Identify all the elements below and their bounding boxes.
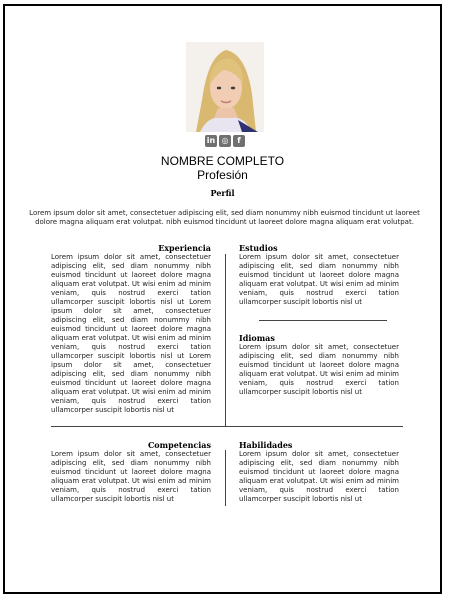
competencias-text: Lorem ipsum dolor sit amet, consectetuer adipiscing elit, sed diam nonummy nibh euismod tincidunt ut laoreet dolore magna aliquam erat volutpat. Ut wisi enim ad minim veniam, quis nostrud exerci tation ullamcorper suscipit lobortis nisl ut <box>51 450 211 503</box>
column-divider-bottom <box>225 450 226 506</box>
perfil-heading: Perfil <box>210 188 235 198</box>
estudios-text: Lorem ipsum dolor sit amet, consectetuer adipiscing elit, sed diam nonummy nibh euismod tincidunt ut laoreet dolore magna aliquam erat volutpat. Ut wisi enim ad minim veniam, quis nostrud exerci tation ullamcorper suscipit lobortis nisl ut <box>239 253 399 306</box>
section-divider <box>259 320 387 321</box>
perfil-text: Lorem ipsum dolor sit amet, consectetuer adipiscing elit, sed diam nonummy nibh euismod tincidunt ut laoreet dolore magna aliquam erat volutpat. nibh euismod tincidunt ut laoreet dolore magna aliquam erat volutpat. <box>29 209 420 226</box>
experiencia-text: Lorem ipsum dolor sit amet, consectetuer adipiscing elit, sed diam nonummy nibh euismod tincidunt ut laoreet dolore magna aliquam erat volutpat. Ut wisi enim ad minim veniam, quis nostrud exerci tation ullamcorper suscipit lobortis nisl ut Lorem ipsum dolor sit amet, consectetuer adipiscing elit, sed diam nonummy nibh euismod tincidunt ut laoreet dolore magna aliquam erat volutpat. Ut wisi enim ad minim veniam, quis nostrud exerci tation ullamcorper suscipit lobortis nisl ut Lorem ipsum dolor sit amet, consectetuer adipiscing elit, sed diam nonummy nibh euismod tincidunt ut laoreet dolore magna aliquam erat volutpat. Ut wisi enim ad minim veniam, quis nostrud exerci tation ullamcorper suscipit lobortis nisl ut <box>51 253 211 414</box>
habilidades-heading: Habilidades <box>239 440 293 450</box>
full-name: NOMBRE COMPLETO <box>160 154 285 168</box>
idiomas-heading: Idiomas <box>239 333 275 343</box>
portrait-illustration <box>186 42 264 132</box>
portrait-photo <box>186 42 264 132</box>
experiencia-heading: Experiencia <box>158 243 211 253</box>
instagram-icon[interactable]: ◎ <box>219 135 231 147</box>
resume-page <box>3 4 442 594</box>
social-icons <box>205 135 245 147</box>
facebook-icon[interactable]: f <box>233 135 245 147</box>
linkedin-icon[interactable]: in <box>206 136 216 145</box>
competencias-heading: Competencias <box>147 440 211 450</box>
profession: Profesión <box>197 168 248 182</box>
habilidades-text: Lorem ipsum dolor sit amet, consectetuer adipiscing elit, sed diam nonummy nibh euismod tincidunt ut laoreet dolore magna aliquam erat volutpat. Ut wisi enim ad minim veniam, quis nostrud exerci tation ullamcorper suscipit lobortis nisl ut <box>239 450 399 503</box>
idiomas-text: Lorem ipsum dolor sit amet, consectetuer adipiscing elit, sed diam nonummy nibh euismod tincidunt ut laoreet dolore magna aliquam erat volutpat. Ut wisi enim ad minim veniam, quis nostrud exerci tation ullamcorper suscipit lobortis nisl ut <box>239 343 399 396</box>
column-divider <box>225 254 226 426</box>
estudios-heading: Estudios <box>239 243 278 253</box>
row-divider <box>51 426 403 427</box>
